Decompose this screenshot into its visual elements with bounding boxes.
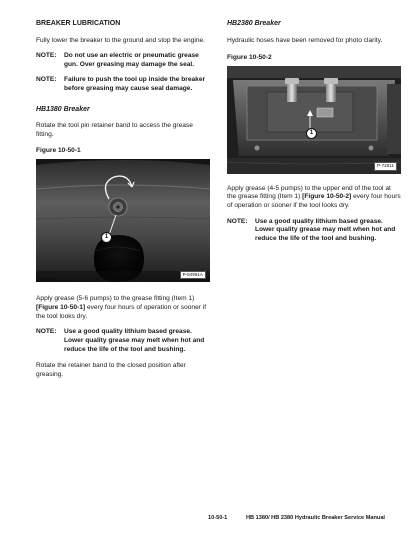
hb2380-subheading: HB2380 Breaker xyxy=(227,20,281,27)
apply-grease-paragraph xyxy=(227,185,401,211)
note-tag: NOTE: xyxy=(36,51,57,59)
figure-10-50-1-photo xyxy=(36,159,210,282)
note-body: Use a good quality lithium based grease. Lower quality grease may melt when hot and reduce the life of the tool and bushing. xyxy=(255,217,396,243)
manual-title: HB 1380/ HB 2380 Hydraulic Breaker Service Manual xyxy=(246,515,385,521)
left-column xyxy=(36,19,210,380)
note-lithium-grease xyxy=(227,218,401,244)
closing-paragraph: Rotate the retainer band to the closed position after greasing. xyxy=(36,362,186,379)
note-push-tool xyxy=(36,76,210,93)
note-body: Do not use an electric or pneumatic grease gun. Over greasing may damage the seal. xyxy=(64,51,199,68)
figure-10-50-2-photo xyxy=(227,66,401,174)
apply-grease-text-end: every four hours of operation or sooner if the tool looks dry. xyxy=(36,303,207,320)
figure-10-50-2-label: Figure 10-50-2 xyxy=(227,53,272,61)
apply-grease-paragraph xyxy=(36,295,210,321)
hoses-paragraph: Hydraulic hoses have been removed for photo clarity. xyxy=(227,37,383,45)
note-tag: NOTE: xyxy=(36,76,57,84)
note-body: Failure to push the tool up inside the breaker before greasing may cause seal damage. xyxy=(64,76,206,93)
hb1380-subheading: HB1380 Breaker xyxy=(36,105,90,113)
photo-code-label: P-72611 xyxy=(374,162,397,171)
figure-reference: [Figure 10-50-2] xyxy=(302,193,352,201)
right-column xyxy=(227,19,401,244)
item-1-callout: 1 xyxy=(306,128,317,139)
figure-reference: [Figure 10-50-1] xyxy=(36,303,86,311)
note-tag: NOTE: xyxy=(227,217,248,225)
breaker-photo-image xyxy=(36,159,210,282)
note-lithium-grease xyxy=(36,328,210,354)
item-1-callout: 1 xyxy=(101,232,112,243)
note-electric-gun xyxy=(36,52,210,69)
note-tag: NOTE: xyxy=(36,328,57,336)
apply-grease-text: Apply grease (5-6 pumps) to the grease fitting (Item 1) xyxy=(36,295,195,303)
page-number: 10-50-1 xyxy=(208,515,228,521)
figure-10-50-1-label: Figure 10-50-1 xyxy=(36,147,81,155)
section-heading: BREAKER LUBRICATION xyxy=(36,20,121,27)
rotate-band-paragraph: Rotate the tool pin retainer band to access the grease fitting. xyxy=(36,121,193,138)
apply-grease-text: Apply grease (4-5 pumps) to the upper end of the tool at the grease fitting (Item 1) xyxy=(227,184,391,201)
photo-code-label: P-84991A xyxy=(180,271,206,280)
apply-grease-text-end: every four hours of operation or sooner if the tool looks dry. xyxy=(227,193,401,210)
intro-paragraph: Fully lower the breaker to the ground and stop the engine. xyxy=(36,37,205,45)
breaker-top-photo-image xyxy=(227,66,401,174)
note-body: Use a good quality lithium based grease. Lower quality grease may melt when hot and reduce the life of the tool and bushing. xyxy=(64,328,205,353)
